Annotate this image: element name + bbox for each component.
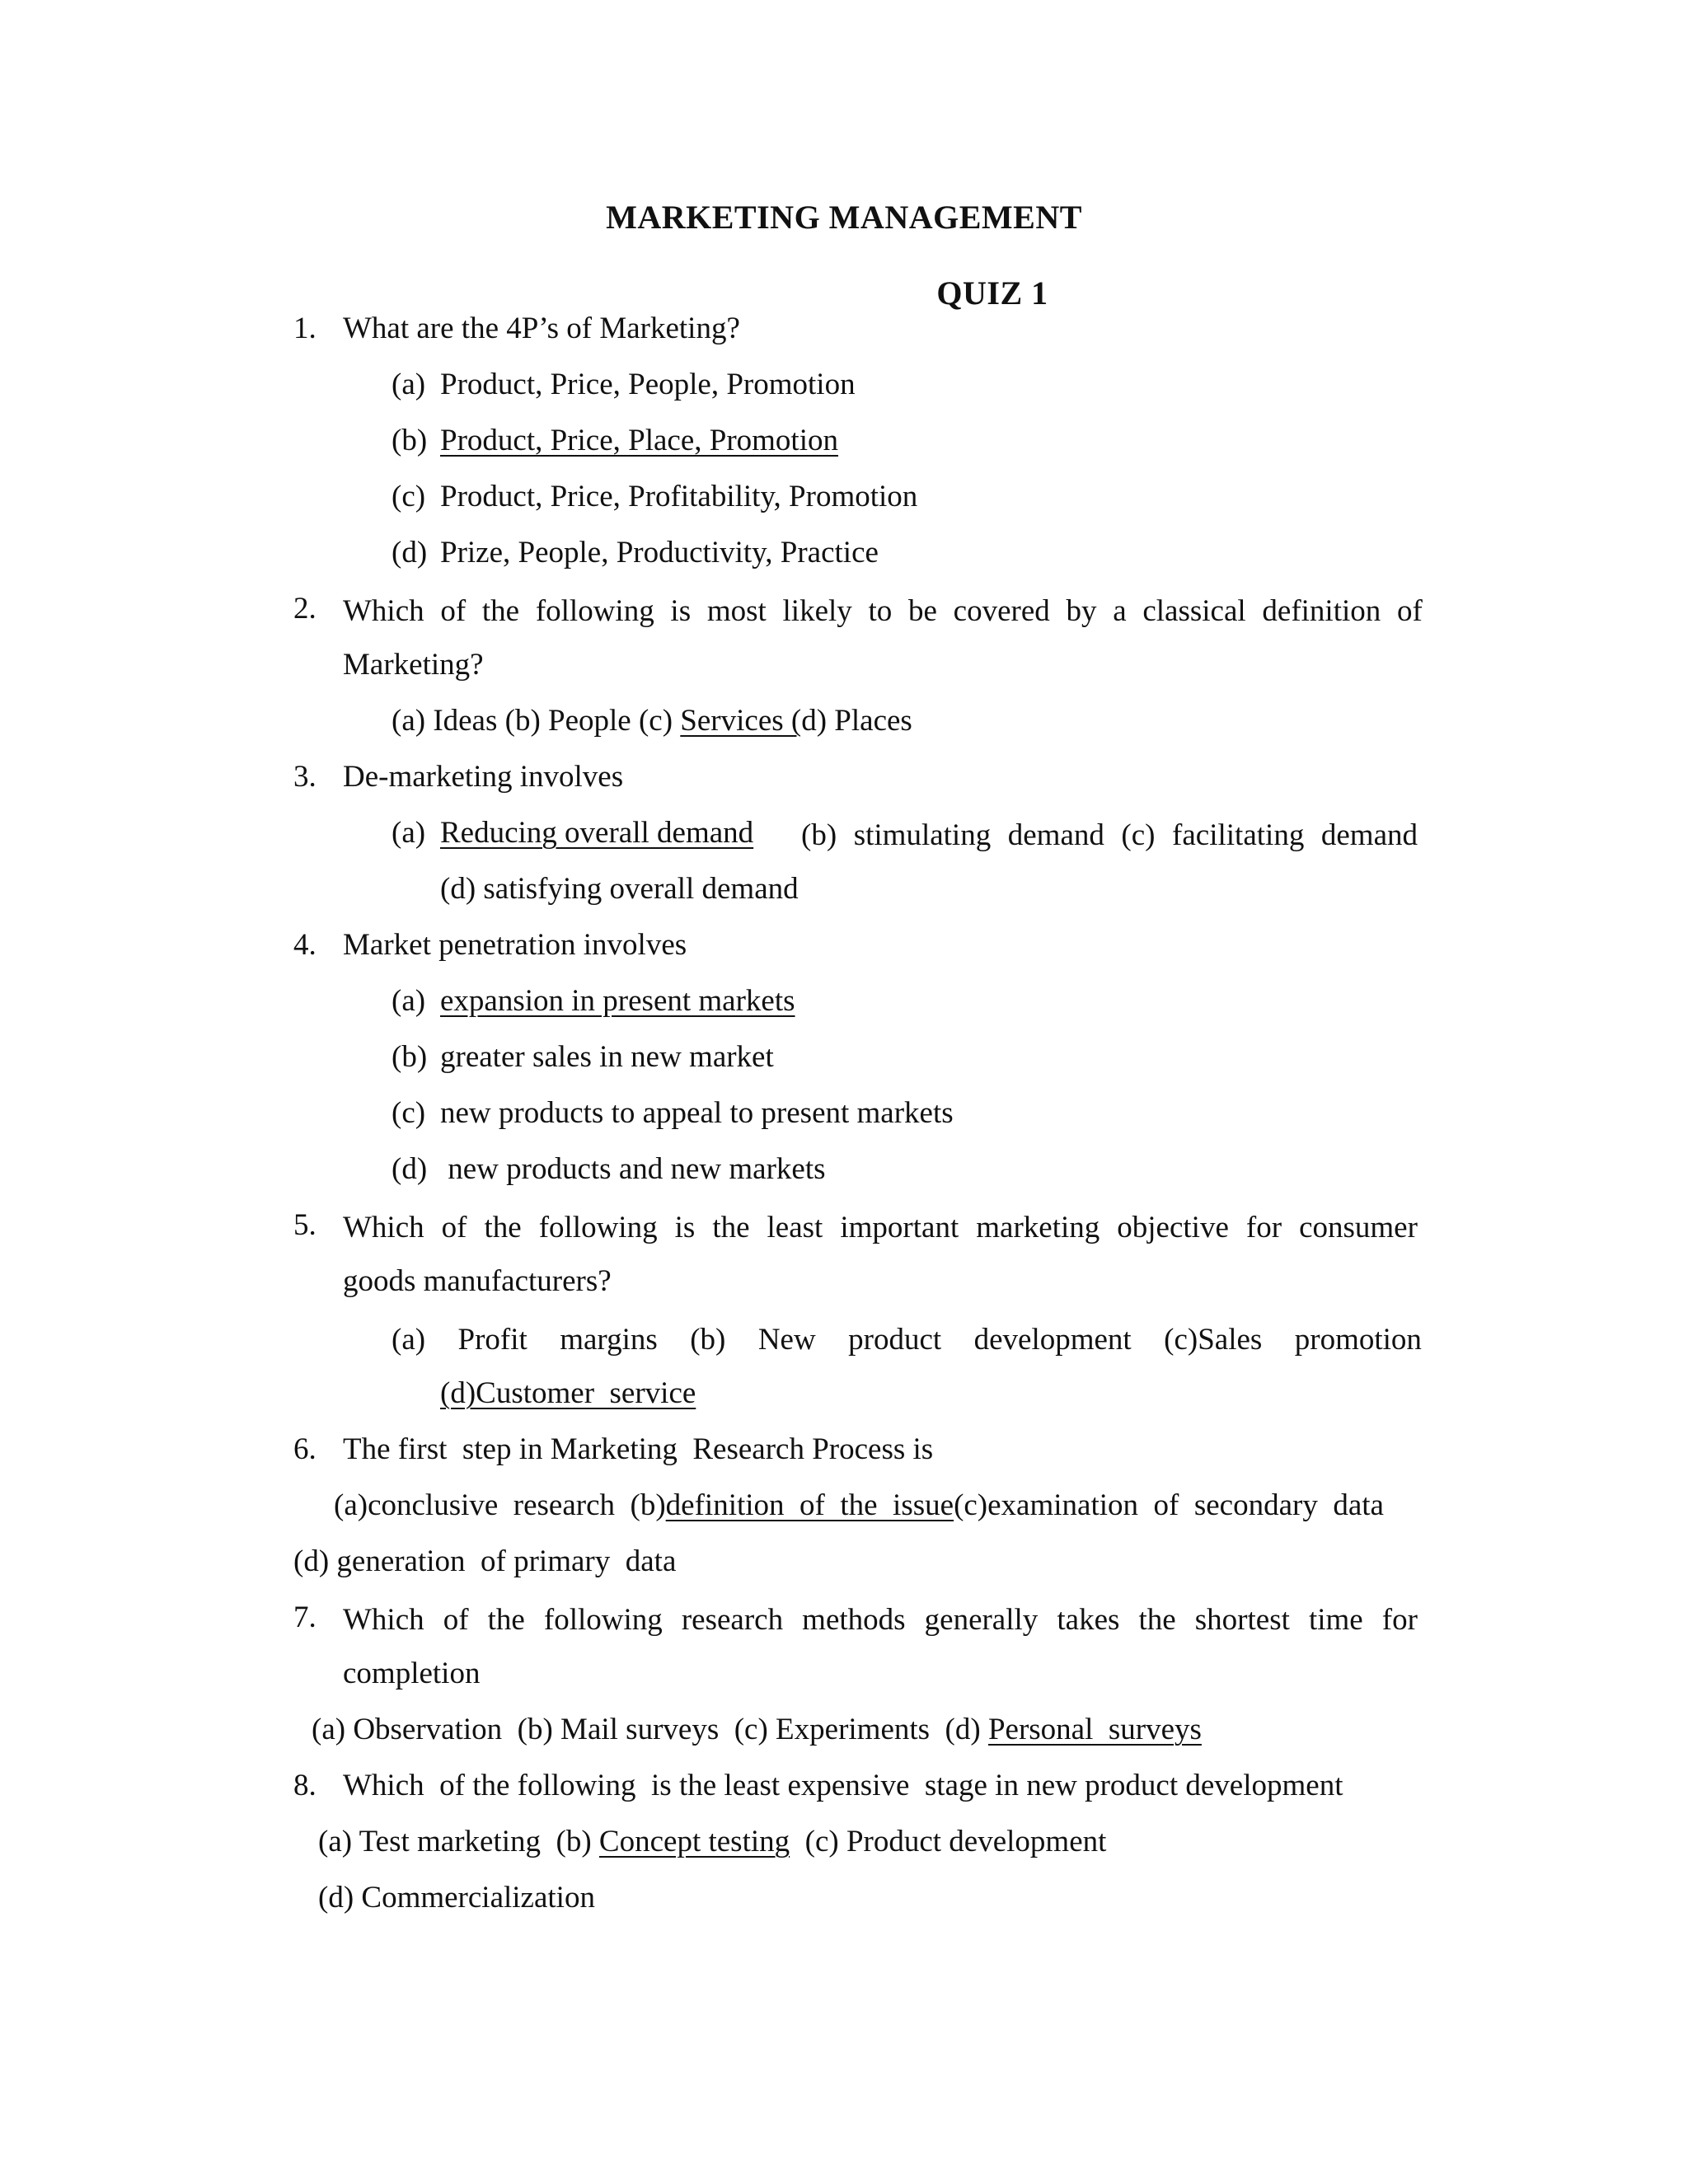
question-5-number: 5.	[293, 1208, 316, 1242]
q5-options-line1: (a) Profit margins (b) New product development (c)Sales promotion	[392, 1323, 1422, 1357]
quiz-subtitle: QUIZ 1	[936, 274, 1048, 312]
question-5-text-line1: Which of the following is the least important marketing objective for consumer	[343, 1211, 1418, 1244]
q1-option-b-answer: Product, Price, Place, Promotion	[440, 424, 838, 457]
q7-options: (a) Observation (b) Mail surveys (c) Experiments (d) Personal surveys	[312, 1713, 1202, 1746]
q4-option-d-text: new products and new markets	[440, 1152, 826, 1186]
question-6-text: The first step in Marketing Research Process is	[343, 1432, 934, 1466]
q4-option-c-text: new products to appeal to present markets	[440, 1096, 954, 1130]
document-title: MARKETING MANAGEMENT	[606, 199, 1082, 236]
question-5-text-line2: goods manufacturers?	[343, 1264, 612, 1298]
question-2-number: 2.	[293, 592, 316, 626]
q1-option-d-text: Prize, People, Productivity, Practice	[440, 536, 879, 569]
question-1-number: 1.	[293, 312, 316, 345]
q3-answer: Reducing overall demand	[440, 816, 754, 850]
q2-options: (a) Ideas (b) People (c) Services (d) Places	[392, 704, 912, 738]
question-3-number: 3.	[293, 760, 316, 794]
q2-answer: Services (	[680, 704, 802, 738]
question-2-text-line2: Marketing?	[343, 648, 484, 682]
q8-answer: Concept testing	[598, 1825, 790, 1858]
q3-option-d: (d) satisfying overall demand	[440, 872, 799, 906]
q1-option-d-label: (d)	[392, 536, 428, 569]
q4-option-d-label: (d)	[392, 1152, 428, 1186]
q1-option-c-text: Product, Price, Profitability, Promotion	[440, 480, 918, 513]
q4-option-a-label: (a)	[392, 984, 426, 1018]
q4-answer: expansion in present markets	[440, 984, 795, 1018]
question-7-text-line1: Which of the following research methods generally takes the shortest time for	[343, 1603, 1418, 1637]
q4-option-b-label: (b)	[392, 1040, 428, 1074]
question-7-number: 7.	[293, 1601, 316, 1634]
q1-option-a-text: Product, Price, People, Promotion	[440, 368, 856, 401]
q8-options-line2: (d) Commercialization	[318, 1881, 595, 1915]
question-2-text-line1: Which of the following is most likely to be covered by a classical definition of	[343, 594, 1423, 628]
q1-option-b-label: (b)	[392, 424, 428, 457]
q6-answer: definition of the issue	[665, 1488, 954, 1522]
question-7-text-line2: completion	[343, 1657, 481, 1690]
q4-option-c-label: (c)	[392, 1096, 426, 1130]
question-4-number: 4.	[293, 928, 316, 962]
q5-answer: (d)Customer service	[440, 1376, 696, 1410]
question-3-text: De-marketing involves	[343, 760, 624, 794]
q7-answer: Personal surveys	[987, 1713, 1202, 1746]
question-8-text: Which of the following is the least expensive stage in new product development	[343, 1769, 1343, 1802]
question-4-text: Market penetration involves	[343, 928, 687, 962]
q8-options-line1: (a) Test marketing (b) Concept testing (c) Product development	[318, 1825, 1107, 1858]
q3-options-rest: (b) stimulating demand (c) facilitating demand	[801, 818, 1418, 852]
q4-option-b-text: greater sales in new market	[440, 1040, 774, 1074]
question-6-number: 6.	[293, 1432, 316, 1466]
question-8-number: 8.	[293, 1769, 316, 1802]
q3-option-a-label: (a)	[392, 816, 426, 850]
q6-options-line2: (d) generation of primary data	[293, 1544, 677, 1578]
q6-options-line1: (a)conclusive research (b)definition of the issue(c)examination of secondary data	[334, 1488, 1384, 1522]
q1-option-c-label: (c)	[392, 480, 426, 513]
question-1-text: What are the 4P’s of Marketing?	[343, 312, 740, 345]
q1-option-a-label: (a)	[392, 368, 426, 401]
